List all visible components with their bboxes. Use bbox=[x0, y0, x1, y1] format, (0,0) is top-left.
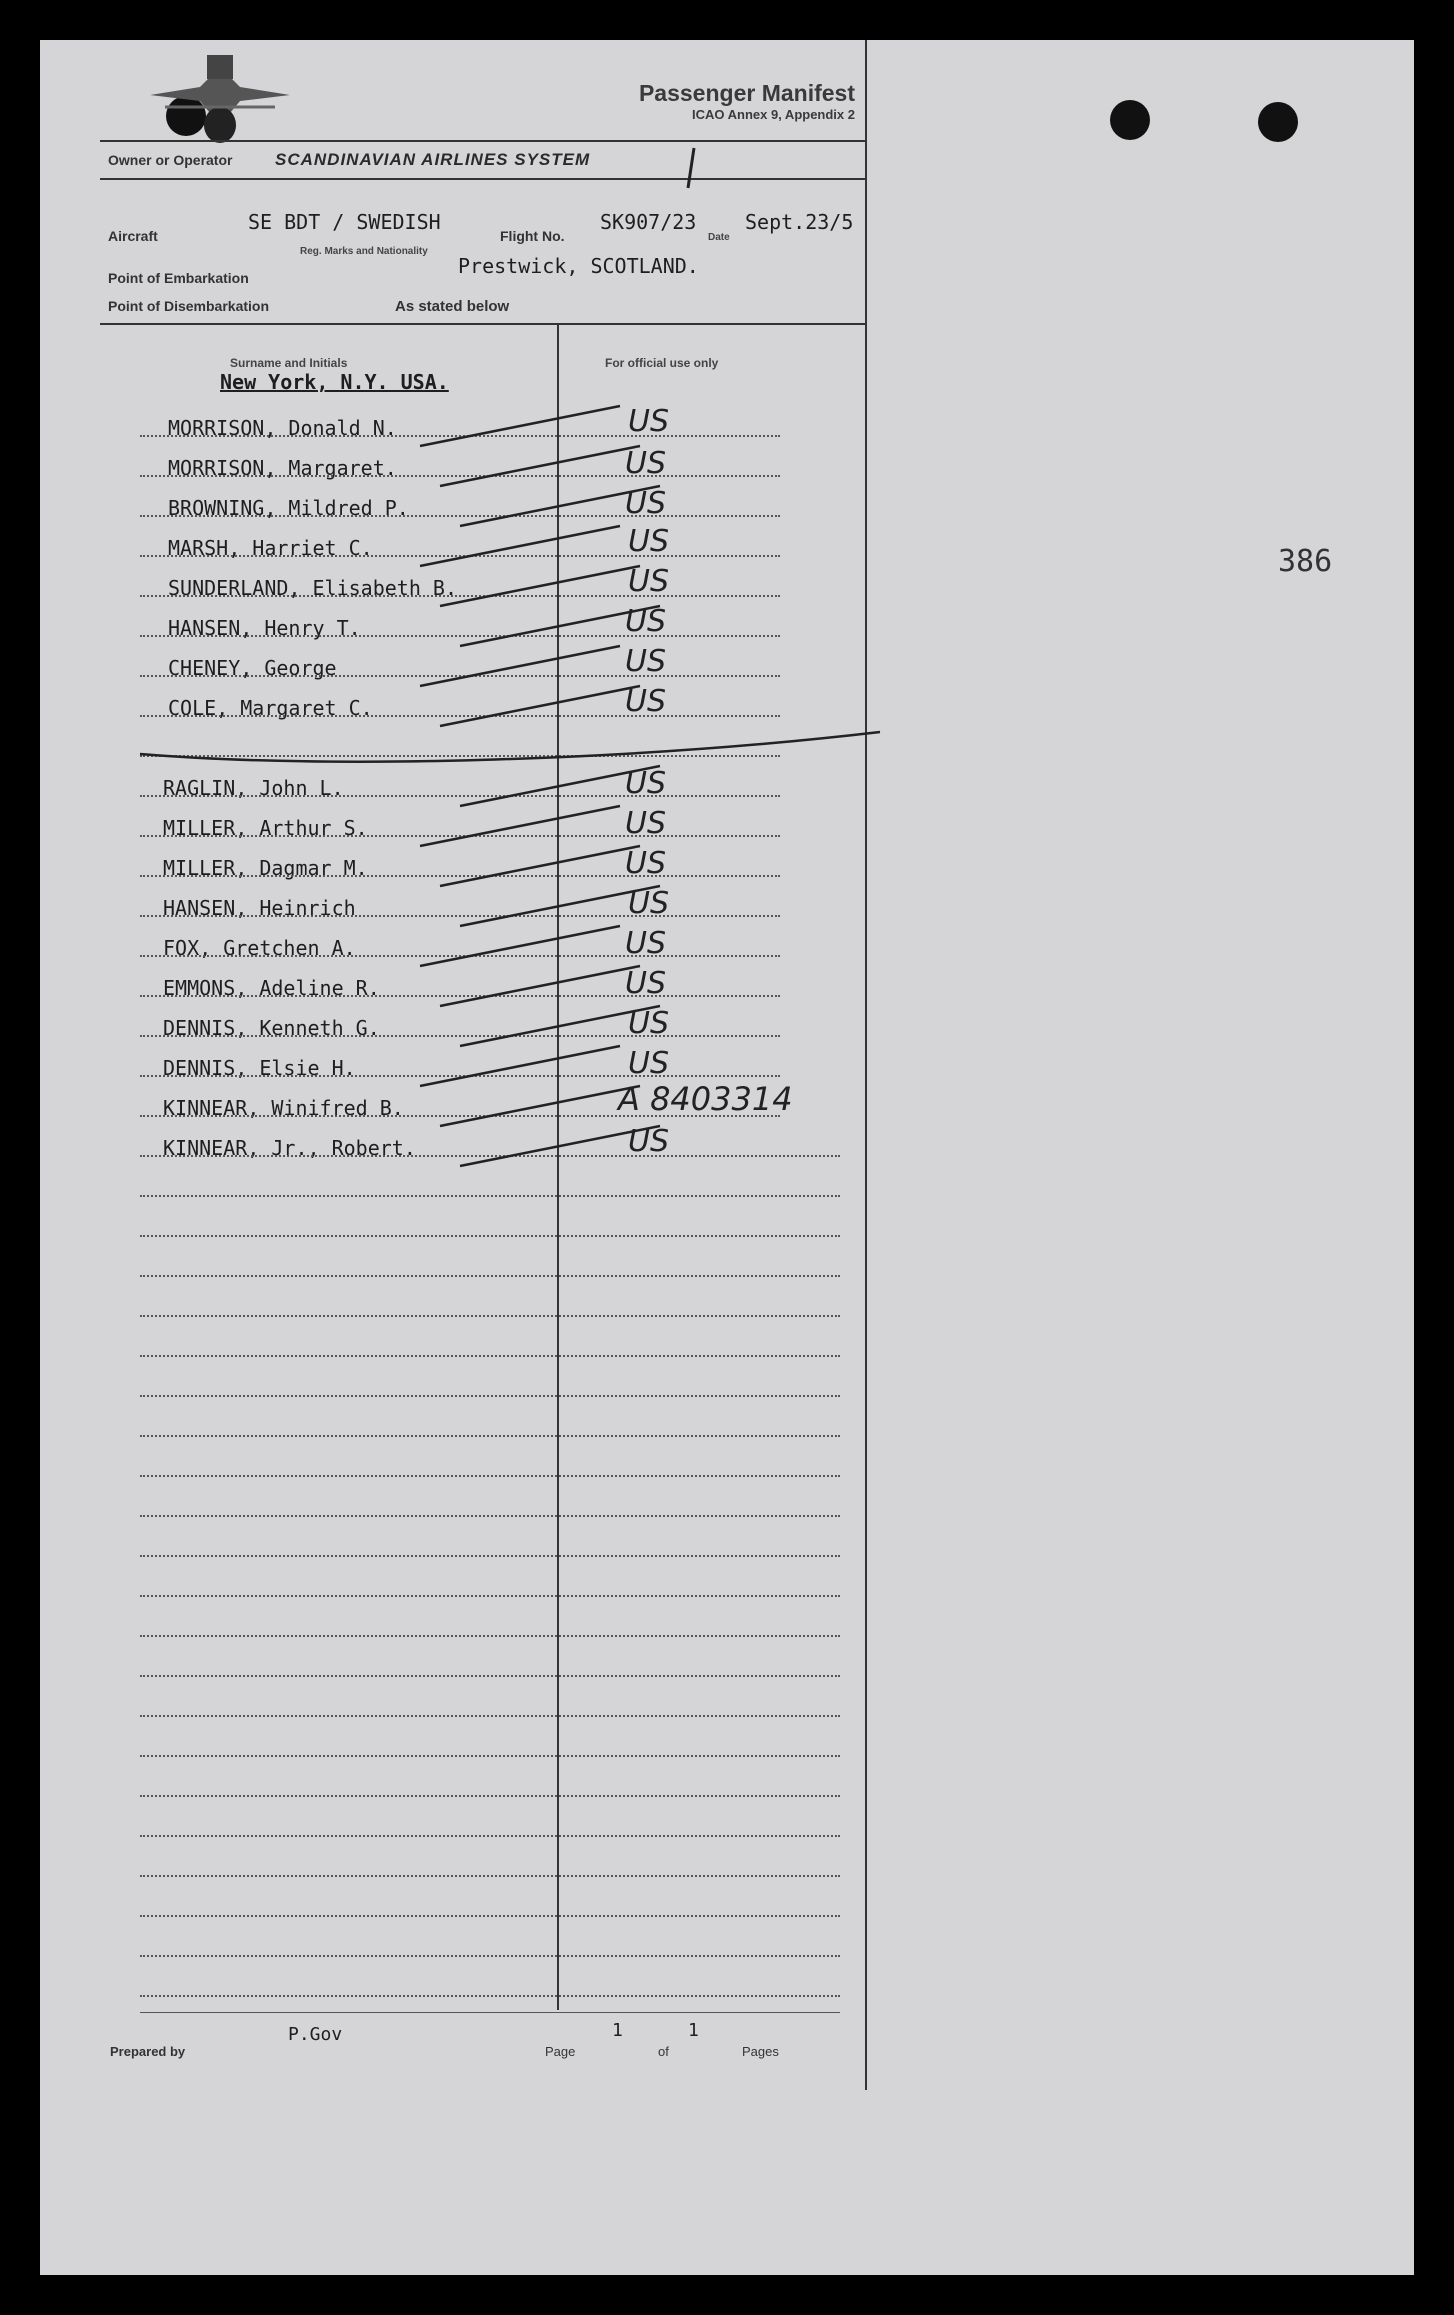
passenger-mark: US bbox=[628, 1046, 670, 1081]
date-value: Sept.23/5 bbox=[745, 210, 854, 234]
column-header-surname: Surname and Initials bbox=[230, 356, 348, 370]
passenger-mark: US bbox=[625, 966, 667, 1001]
passenger-name: DENNIS, Kenneth G. bbox=[163, 1016, 380, 1040]
row-rule bbox=[140, 675, 780, 677]
row-rule bbox=[140, 915, 780, 917]
row-rule bbox=[140, 1115, 780, 1117]
row-rule bbox=[140, 995, 780, 997]
of-label: of bbox=[658, 2044, 669, 2059]
of-value: 1 bbox=[688, 2020, 699, 2041]
scanned-page bbox=[40, 40, 1414, 2275]
passenger-mark: US bbox=[628, 1006, 670, 1041]
row-rule bbox=[140, 1635, 840, 1637]
flight-label: Flight No. bbox=[500, 228, 565, 244]
row-rule bbox=[140, 795, 780, 797]
row-rule bbox=[140, 1355, 840, 1357]
row-rule bbox=[140, 1035, 780, 1037]
manifest-form bbox=[100, 40, 867, 2090]
passenger-name: MILLER, Dagmar M. bbox=[163, 856, 368, 880]
passenger-mark: US bbox=[625, 846, 667, 881]
punch-hole-right-1 bbox=[1110, 100, 1150, 140]
passenger-mark: A 8403314 bbox=[618, 1080, 793, 1118]
passenger-name: KINNEAR, Jr., Robert. bbox=[163, 1136, 416, 1160]
date-label: Date bbox=[708, 232, 730, 243]
passenger-name: KINNEAR, Winifred B. bbox=[163, 1096, 404, 1120]
aircraft-label: Aircraft bbox=[108, 228, 158, 244]
row-rule bbox=[140, 1315, 840, 1317]
passenger-name: EMMONS, Adeline R. bbox=[163, 976, 380, 1000]
page-label: Page bbox=[545, 2044, 576, 2059]
page-value: 1 bbox=[612, 2020, 623, 2041]
row-rule bbox=[140, 635, 780, 637]
footer-rule bbox=[140, 2012, 840, 2013]
row-rule bbox=[140, 755, 780, 757]
passenger-mark: US bbox=[628, 1124, 670, 1159]
passenger-mark: US bbox=[625, 806, 667, 841]
owner-label: Owner or Operator bbox=[108, 152, 233, 168]
row-rule bbox=[140, 1155, 840, 1157]
owner-value: SCANDINAVIAN AIRLINES SYSTEM bbox=[275, 150, 591, 169]
row-rule bbox=[140, 1435, 840, 1437]
passenger-name: CHENEY, George bbox=[168, 656, 337, 680]
flight-value: SK907/23 bbox=[600, 210, 697, 234]
passenger-name: MORRISON, Donald N. bbox=[168, 416, 397, 440]
row-rule bbox=[140, 595, 780, 597]
passenger-name: BROWNING, Mildred P. bbox=[168, 496, 409, 520]
passenger-mark: US bbox=[625, 446, 667, 481]
row-rule bbox=[140, 1875, 840, 1877]
row-rule bbox=[140, 1715, 840, 1717]
row-rule bbox=[140, 1835, 840, 1837]
form-subtitle: ICAO Annex 9, Appendix 2 bbox=[691, 107, 855, 122]
row-rule bbox=[140, 435, 780, 437]
page-number-note: 386 bbox=[1278, 544, 1333, 579]
passenger-mark: US bbox=[628, 524, 670, 559]
form-title: Passenger Manifest bbox=[638, 80, 855, 106]
form-header bbox=[100, 40, 865, 325]
passenger-name: HANSEN, Henry T. bbox=[168, 616, 361, 640]
prepared-by-value: P.Gov bbox=[288, 2024, 343, 2045]
embarkation-label: Point of Embarkation bbox=[108, 270, 249, 286]
row-rule bbox=[140, 715, 780, 717]
destination-heading: New York, N.Y. USA. bbox=[220, 370, 449, 394]
row-rule bbox=[140, 1395, 840, 1397]
passenger-mark: US bbox=[625, 604, 667, 639]
column-header-official: For official use only bbox=[605, 356, 719, 370]
passenger-name: COLE, Margaret C. bbox=[168, 696, 373, 720]
row-rule bbox=[140, 1475, 840, 1477]
row-rule bbox=[140, 515, 780, 517]
airline-logo-icon bbox=[145, 55, 295, 150]
row-rule bbox=[140, 1595, 840, 1597]
row-rule bbox=[140, 1955, 840, 1957]
pages-label: Pages bbox=[742, 2044, 779, 2059]
header-rule-owner bbox=[100, 178, 865, 180]
row-rule bbox=[140, 835, 780, 837]
header-rule-top bbox=[100, 140, 865, 142]
row-rule bbox=[140, 1755, 840, 1757]
aircraft-value: SE BDT / SWEDISH bbox=[248, 210, 441, 234]
punch-hole-right-2 bbox=[1258, 102, 1298, 142]
passenger-name: RAGLIN, John L. bbox=[163, 776, 344, 800]
passenger-mark: US bbox=[628, 886, 670, 921]
row-rule bbox=[140, 1675, 840, 1677]
form-title-block bbox=[639, 80, 855, 122]
passenger-mark: US bbox=[625, 486, 667, 521]
passenger-mark: US bbox=[628, 564, 670, 599]
aircraft-sublabel: Reg. Marks and Nationality bbox=[300, 246, 428, 257]
passenger-name: MORRISON, Margaret. bbox=[168, 456, 397, 480]
passenger-mark: US bbox=[628, 404, 670, 439]
row-rule bbox=[140, 1555, 840, 1557]
row-rule bbox=[140, 1075, 780, 1077]
passenger-name: MILLER, Arthur S. bbox=[163, 816, 368, 840]
disembarkation-value: As stated below bbox=[395, 298, 510, 315]
row-rule bbox=[140, 1795, 840, 1797]
disembarkation-label: Point of Disembarkation bbox=[108, 298, 270, 314]
row-rule bbox=[140, 555, 780, 557]
embarkation-value: Prestwick, SCOTLAND. bbox=[458, 254, 699, 278]
row-rule bbox=[140, 1915, 840, 1917]
passenger-name: HANSEN, Heinrich bbox=[163, 896, 356, 920]
row-rule bbox=[140, 1515, 840, 1517]
row-rule bbox=[140, 875, 780, 877]
row-rule bbox=[140, 1235, 840, 1237]
row-rule bbox=[140, 475, 780, 477]
passenger-name: MARSH, Harriet C. bbox=[168, 536, 373, 560]
prepared-by-label: Prepared by bbox=[110, 2044, 186, 2059]
row-rule bbox=[140, 1275, 840, 1277]
passenger-mark: US bbox=[625, 684, 667, 719]
row-rule bbox=[140, 1195, 840, 1197]
passenger-name: SUNDERLAND, Elisabeth B. bbox=[168, 576, 457, 600]
passenger-name: FOX, Gretchen A. bbox=[163, 936, 356, 960]
passenger-name: DENNIS, Elsie H. bbox=[163, 1056, 356, 1080]
row-rule bbox=[140, 955, 780, 957]
row-rule bbox=[140, 1995, 840, 1997]
passenger-mark: US bbox=[625, 644, 667, 679]
passenger-mark: US bbox=[625, 926, 667, 961]
passenger-mark: US bbox=[625, 766, 667, 801]
